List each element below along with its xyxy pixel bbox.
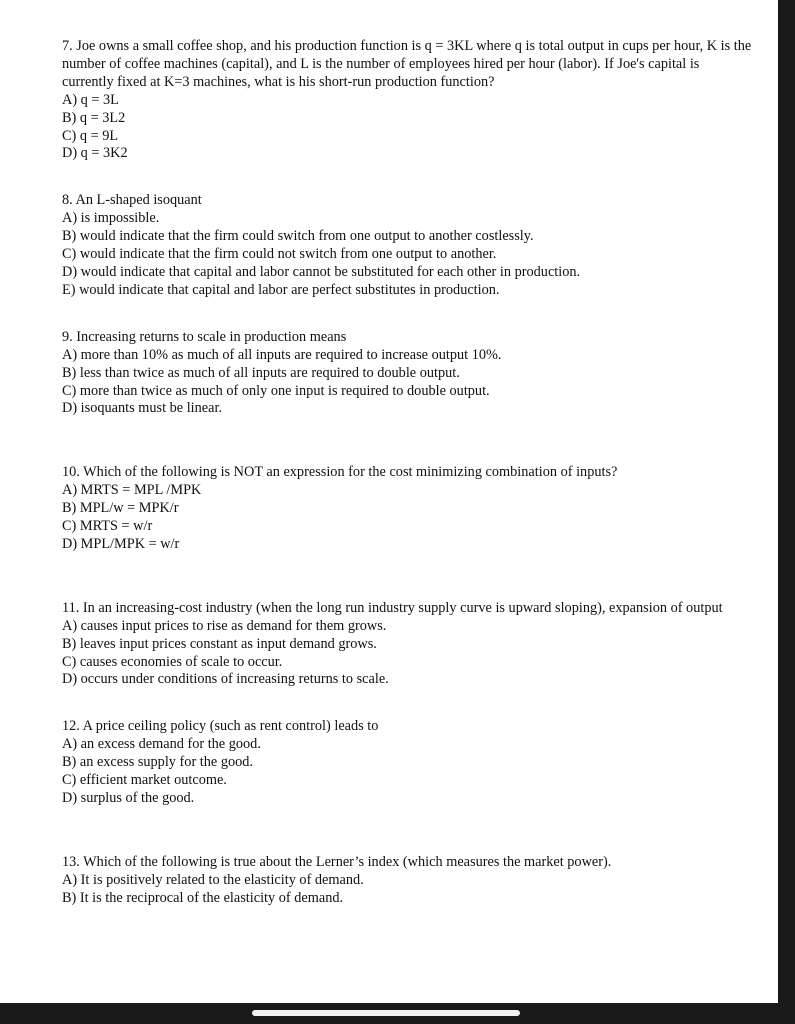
answer-option: D) would indicate that capital and labor cannot be substituted for each other in production. xyxy=(62,263,581,280)
question-8 xyxy=(62,192,752,299)
answer-option: D) isoquants must be linear. xyxy=(62,400,223,417)
answer-option: A) more than 10% as much of all inputs are required to increase output 10%. xyxy=(62,346,502,363)
answer-option: A) is impossible. xyxy=(62,210,160,227)
question-stem: 12. A price ceiling policy (such as rent control) leads to xyxy=(62,718,379,735)
answer-option: B) It is the reciprocal of the elasticity of demand. xyxy=(62,889,344,906)
answer-option: B) an excess supply for the good. xyxy=(62,754,253,771)
answer-option: C) MRTS = w/r xyxy=(62,518,153,535)
answer-option: A) It is positively related to the elasticity of demand. xyxy=(62,871,364,888)
question-stem: 9. Increasing returns to scale in production means xyxy=(62,328,347,345)
answer-option: D) MPL/MPK = w/r xyxy=(62,535,180,552)
answer-option: C) would indicate that the firm could not switch from one output to another. xyxy=(62,246,497,263)
answer-option: A) q = 3L xyxy=(62,91,119,108)
answer-option: E) would indicate that capital and labor are perfect substitutes in production. xyxy=(62,281,500,298)
answer-option: B) leaves input prices constant as input demand grows. xyxy=(62,635,377,652)
question-7 xyxy=(62,38,752,163)
question-stem: 7. Joe owns a small coffee shop, and his production function is q = 3KL where q is total output in cups per hour, K is the number of coffee machines (capital), and L is the number of employees hired per hour (labor). If Joe's capital is currently fixed at K=3 machines, what is his short-run production function? xyxy=(62,38,752,90)
answer-option: B) less than twice as much of all inputs are required to double output. xyxy=(62,364,460,381)
answer-option: A) MRTS = MPL /MPK xyxy=(62,482,202,499)
answer-option: A) causes input prices to rise as demand for them grows. xyxy=(62,617,387,634)
question-13 xyxy=(62,854,752,908)
answer-option: C) efficient market outcome. xyxy=(62,772,227,789)
answer-option: B) MPL/w = MPK/r xyxy=(62,500,179,517)
question-stem: 13. Which of the following is true about the Lerner’s index (which measures the market power). xyxy=(62,853,612,870)
answer-option: D) occurs under conditions of increasing returns to scale. xyxy=(62,671,389,688)
answer-option: C) q = 9L xyxy=(62,127,119,144)
home-indicator[interactable] xyxy=(252,1010,520,1016)
question-stem: 11. In an increasing-cost industry (when the long run industry supply curve is upward sloping), expansion of output xyxy=(62,599,723,616)
answer-option: C) more than twice as much of only one input is required to double output. xyxy=(62,382,490,399)
question-stem: 10. Which of the following is NOT an expression for the cost minimizing combination of inputs? xyxy=(62,464,618,481)
answer-option: D) surplus of the good. xyxy=(62,790,195,806)
answer-option: B) q = 3L2 xyxy=(62,109,126,126)
question-list xyxy=(62,38,752,908)
answer-option: A) an excess demand for the good. xyxy=(62,736,261,753)
question-12 xyxy=(62,718,752,808)
question-9 xyxy=(62,329,752,419)
answer-option: C) causes economies of scale to occur. xyxy=(62,653,283,670)
right-edge-bar xyxy=(778,0,795,1024)
question-10 xyxy=(62,464,752,554)
question-stem: 8. An L-shaped isoquant xyxy=(62,192,202,209)
answer-option: D) q = 3K2 xyxy=(62,145,128,162)
answer-option: B) would indicate that the firm could switch from one output to another costlessly. xyxy=(62,228,534,245)
question-11 xyxy=(62,600,752,690)
